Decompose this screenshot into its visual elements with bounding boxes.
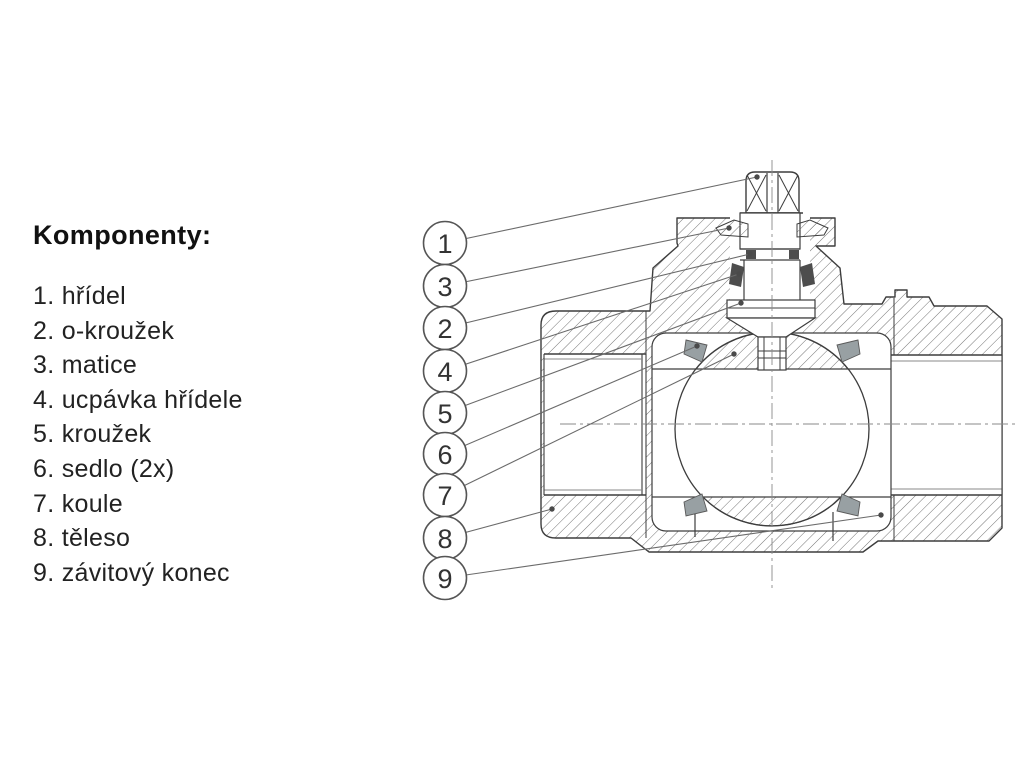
callout-5 xyxy=(424,392,467,435)
callout-number: 2 xyxy=(437,314,453,344)
callout-number: 9 xyxy=(437,564,453,594)
callout-number: 3 xyxy=(437,272,453,302)
component-item: 4. ucpávka hřídele xyxy=(33,385,243,414)
callout-4 xyxy=(424,350,467,393)
callout-9 xyxy=(424,557,467,600)
callout-number: 5 xyxy=(437,399,453,429)
component-item: 8. těleso xyxy=(33,524,131,553)
component-item: 2. o-kroužek xyxy=(33,316,175,345)
leader-dot-7 xyxy=(731,351,736,356)
component-item: 6. sedlo (2x) xyxy=(33,454,175,483)
leader-dot-5 xyxy=(738,300,743,305)
leader-dot-8 xyxy=(549,506,554,511)
component-item: 1. hřídel xyxy=(33,282,127,310)
callout-number: 7 xyxy=(437,481,453,511)
leader-dot-6 xyxy=(694,343,699,348)
callout-1 xyxy=(424,222,467,265)
leader-dot-4 xyxy=(736,271,741,276)
left-port-bore xyxy=(544,354,646,495)
callout-6 xyxy=(424,433,467,476)
component-item: 5. kroužek xyxy=(33,420,152,449)
callout-number: 4 xyxy=(437,357,453,387)
component-item: 3. matice xyxy=(33,351,138,380)
callout-7 xyxy=(424,474,467,517)
component-item: 9. závitový konec xyxy=(33,558,230,587)
component-item: 7. koule xyxy=(33,489,123,518)
leader-dot-2 xyxy=(747,251,752,256)
callout-number: 1 xyxy=(437,229,453,259)
leader-dot-3 xyxy=(726,225,731,230)
components-heading: Komponenty: xyxy=(33,220,212,250)
leader-dot-9 xyxy=(878,512,883,517)
callouts xyxy=(424,222,467,600)
callout-8 xyxy=(424,517,467,560)
callout-number: 6 xyxy=(437,440,453,470)
right-port-bore xyxy=(883,355,1002,495)
callout-number: 8 xyxy=(437,524,453,554)
leader-dot-1 xyxy=(754,174,759,179)
callout-2 xyxy=(424,307,467,350)
callout-3 xyxy=(424,265,467,308)
